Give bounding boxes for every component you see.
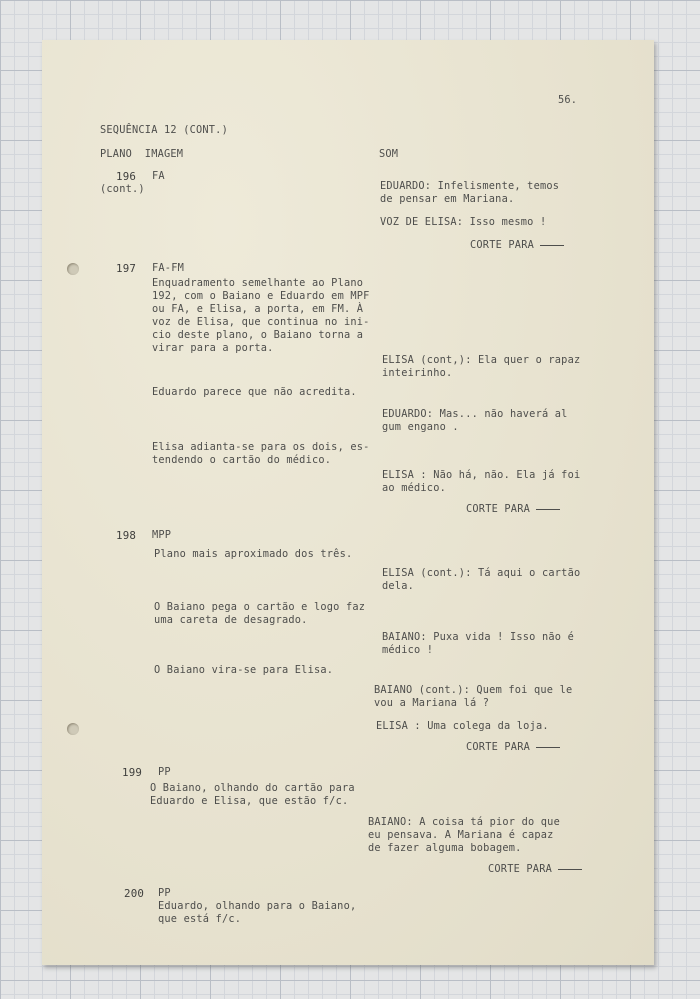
transition-label: CORTE PARA: [466, 741, 530, 753]
image-line: que está f/c.: [158, 913, 242, 925]
sound-line: vou a Mariana lá ?: [374, 697, 490, 709]
sound-block: [382, 354, 580, 380]
sound-block: [382, 631, 574, 657]
image-line: Eduardo parece que não acredita.: [152, 386, 357, 398]
sound-line: BAIANO: A coisa tá pior do que: [368, 816, 560, 828]
image-line: virar para a porta.: [152, 342, 274, 354]
shot-number: 197: [116, 262, 137, 275]
sound-block: [380, 180, 559, 206]
sound-line: ELISA (cont,): Ela quer o rapaz: [382, 354, 581, 366]
transition-dash: [558, 869, 582, 870]
shot-number: 198: [116, 529, 137, 542]
image-line: Plano mais aproximado dos três.: [154, 548, 353, 560]
image-line: O Baiano, olhando do cartão para: [150, 782, 355, 794]
transition-cut: [466, 741, 560, 754]
sound-line: dela.: [382, 580, 414, 592]
image-line: ou FA, e Elisa, a porta, em FM. À: [152, 303, 364, 315]
shot-framing: PP: [158, 766, 171, 778]
image-line: Enquadramento semelhante ao Plano: [152, 277, 364, 289]
punch-hole-top: [67, 263, 79, 275]
sound-line: eu pensava. A Mariana é capaz: [368, 829, 554, 841]
image-line: Elisa adianta-se para os dois, es-: [152, 441, 370, 453]
shot-number: 199: [122, 766, 143, 779]
sound-line: EDUARDO: Mas... não haverá al: [382, 408, 568, 420]
sound-line: inteirinho.: [382, 367, 453, 379]
punch-hole-bottom: [67, 723, 79, 735]
sound-block: [374, 684, 572, 710]
sound-line: EDUARDO: Infelismente, temos: [380, 180, 560, 192]
image-line: uma careta de desagrado.: [154, 614, 308, 626]
transition-cut: [470, 239, 564, 252]
page-number: 56.: [558, 94, 578, 106]
column-header-plano-imagem: PLANO IMAGEM: [100, 148, 184, 160]
image-block: [152, 277, 370, 355]
sound-line: de fazer alguma bobagem.: [368, 842, 522, 854]
transition-label: CORTE PARA: [466, 503, 530, 515]
sound-line: BAIANO (cont.): Quem foi que le: [374, 684, 573, 696]
transition-label: CORTE PARA: [470, 239, 534, 251]
image-block: [152, 441, 370, 467]
image-line: O Baiano vira-se para Elisa.: [154, 664, 334, 676]
image-line: tendendo o cartão do médico.: [152, 454, 332, 466]
sound-line: médico !: [382, 644, 434, 656]
shot-framing: PP: [158, 887, 171, 899]
image-line: O Baiano pega o cartão e logo faz: [154, 601, 366, 613]
shot-cont-label: (cont.): [100, 183, 145, 195]
shot-number: 196: [116, 170, 137, 183]
sound-block: [382, 469, 580, 495]
image-line: Eduardo e Elisa, que estão f/c.: [150, 795, 349, 807]
image-block: [150, 782, 355, 808]
sound-line: ELISA (cont.): Tá aqui o cartão: [382, 567, 581, 579]
image-line: voz de Elisa, que continua no ini-: [152, 316, 370, 328]
image-line: Eduardo, olhando para o Baiano,: [158, 900, 357, 912]
transition-dash: [536, 509, 560, 510]
script-page: [42, 40, 654, 965]
image-line: cio deste plano, o Baiano torna a: [152, 329, 364, 341]
sound-block: [382, 408, 568, 434]
transition-label: CORTE PARA: [488, 863, 552, 875]
transition-dash: [536, 747, 560, 748]
sound-line: ELISA : Uma colega da loja.: [376, 720, 549, 732]
shot-framing: FA: [152, 170, 165, 182]
sound-line: ELISA : Não há, não. Ela já foi: [382, 469, 581, 481]
shot-framing: FA-FM: [152, 262, 184, 274]
transition-cut: [488, 863, 582, 876]
transition-dash: [540, 245, 564, 246]
sound-line: BAIANO: Puxa vida ! Isso não é: [382, 631, 574, 643]
image-line: 192, com o Baiano e Eduardo em MPF: [152, 290, 370, 302]
image-block: [154, 601, 365, 627]
shot-framing: MPP: [152, 529, 172, 541]
sound-block: [368, 816, 560, 855]
sound-block: [382, 567, 580, 593]
sound-line: VOZ DE ELISA: Isso mesmo !: [380, 216, 547, 228]
transition-cut: [466, 503, 560, 516]
sound-line: ao médico.: [382, 482, 446, 494]
sound-line: gum engano .: [382, 421, 459, 433]
column-header-som: SOM: [379, 148, 399, 160]
image-block: [158, 900, 356, 926]
shot-number: 200: [124, 887, 145, 900]
sequence-header: SEQUÊNCIA 12 (CONT.): [100, 124, 228, 136]
sound-line: de pensar em Mariana.: [380, 193, 515, 205]
